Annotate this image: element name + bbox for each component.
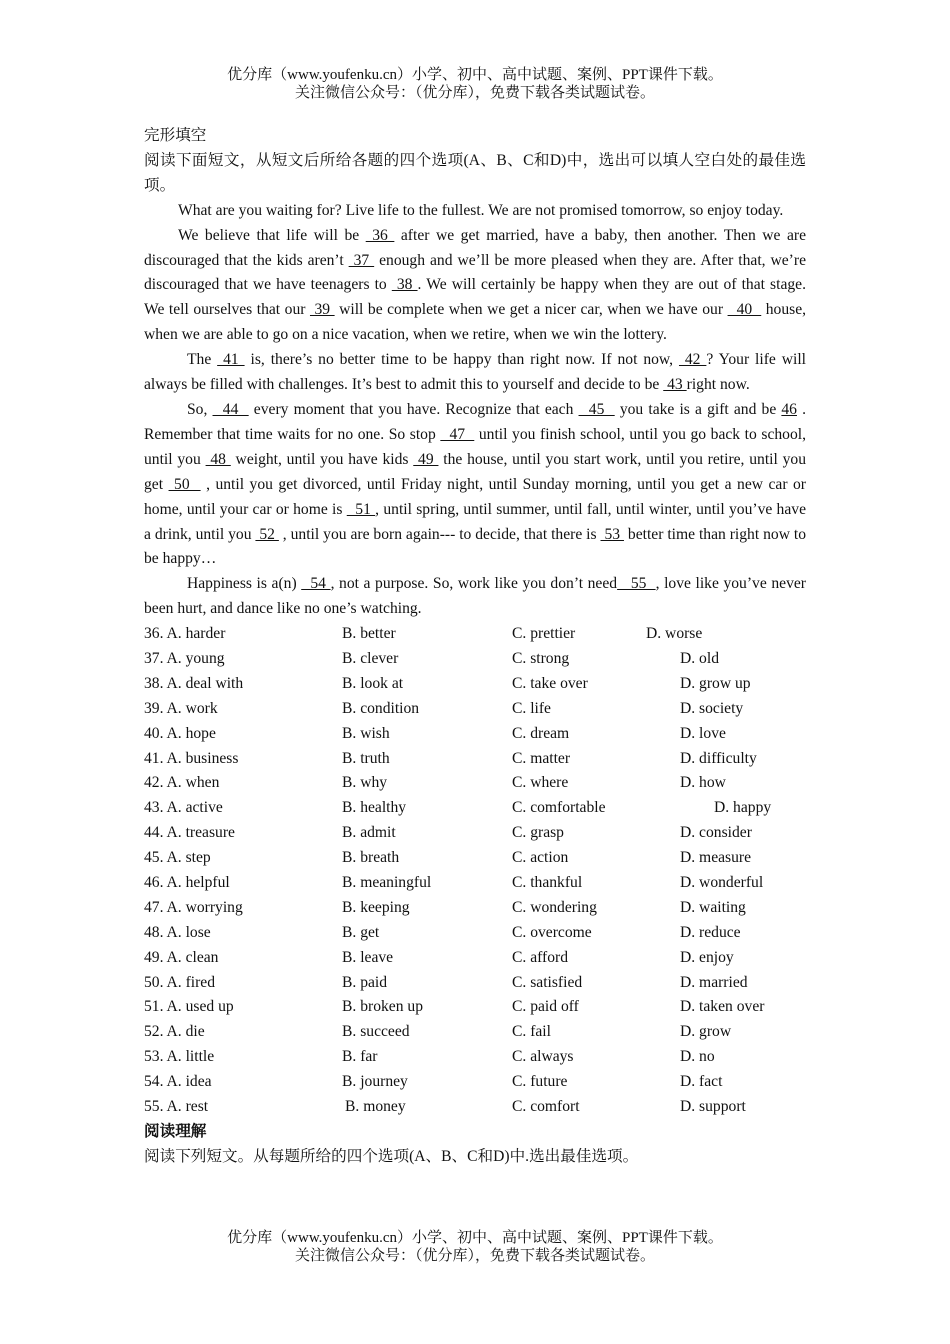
- option-a: 52. A. die: [144, 1023, 205, 1041]
- option-c: C. fail: [512, 1023, 551, 1041]
- blank-47: 47: [440, 425, 475, 443]
- option-c: C. overcome: [512, 923, 592, 941]
- option-d: D. support: [680, 1098, 746, 1116]
- option-c: C. strong: [512, 650, 570, 668]
- option-c: C. paid off: [512, 998, 579, 1016]
- option-c: C. wondering: [512, 898, 597, 916]
- option-b: B. truth: [342, 749, 390, 767]
- blank-39: 39: [309, 301, 335, 319]
- option-d: D. love: [680, 724, 726, 742]
- option-c: C. future: [512, 1073, 568, 1091]
- passage-paragraph-3: [144, 348, 806, 398]
- footer-line-1: 优分库（www.youfenku.cn）小学、初中、高中试题、案例、PPT课件下载。: [227, 1230, 723, 1246]
- blank-44: 44: [212, 400, 249, 418]
- blank-41: 41: [217, 351, 245, 369]
- option-b: B. leave: [342, 948, 394, 966]
- passage-paragraph-2: [144, 224, 806, 349]
- option-c: C. satisfied: [512, 973, 583, 991]
- option-c: C. prettier: [512, 625, 576, 643]
- option-a: 41. A. business: [144, 749, 239, 767]
- blank-45: 45: [578, 400, 615, 418]
- blank-46: 46: [781, 400, 797, 418]
- text-run: better time than right now to be happy…: [144, 525, 807, 568]
- page-header: [0, 66, 950, 102]
- option-row-36: [144, 622, 806, 647]
- option-a: 50. A. fired: [144, 973, 216, 991]
- option-row-50: [144, 971, 806, 996]
- text-run: enough and we’ll be more pleased when they are. After that, we’re discouraged that we have teenagers to: [144, 251, 806, 294]
- blank-48: 48: [205, 450, 231, 468]
- option-row-38: [144, 672, 806, 697]
- option-a: 45. A. step: [144, 849, 211, 867]
- text-run: , until you get divorced, until Friday night, until Sunday morning, until you get a new car or home, until your car or home is: [144, 475, 807, 518]
- option-row-41: [144, 747, 806, 772]
- option-d: D. married: [680, 973, 748, 991]
- option-a: 40. A. hope: [144, 724, 216, 742]
- text-run: every moment that you have. Recognize that each: [248, 400, 579, 418]
- option-c: C. dream: [512, 724, 570, 742]
- option-d: D. waiting: [680, 898, 746, 916]
- option-b: B. paid: [342, 973, 388, 991]
- text-run: , not a purpose. So, work like you don’t need: [330, 575, 618, 593]
- option-a: 39. A. work: [144, 699, 218, 717]
- option-row-46: [144, 871, 806, 896]
- options-list: [144, 622, 806, 1120]
- option-d: D. reduce: [680, 923, 741, 941]
- option-a: 42. A. when: [144, 774, 220, 792]
- option-d: D. enjoy: [680, 948, 734, 966]
- text-run: So,: [187, 400, 213, 418]
- option-row-55: [144, 1095, 806, 1120]
- text-run: The: [187, 351, 218, 369]
- blank-53: 53: [600, 525, 624, 543]
- text-run: will be complete when we get a nicer car, when we have our: [334, 301, 728, 319]
- option-d: D. taken over: [680, 998, 765, 1016]
- option-a: 49. A. clean: [144, 948, 219, 966]
- text-run: weight, until you have kids: [230, 450, 414, 468]
- option-a: 46. A. helpful: [144, 874, 230, 892]
- option-row-43: [144, 796, 806, 821]
- option-c: C. thankful: [512, 874, 583, 892]
- option-row-40: [144, 722, 806, 747]
- option-d: D. consider: [680, 824, 752, 842]
- cloze-instruction: 阅读下面短文，从短文后所给各题的四个选项(A、B、C和D)中，选出可以填人空白处的最佳选项。: [144, 151, 806, 194]
- option-b: B. far: [342, 1048, 378, 1066]
- option-b: B. clever: [342, 650, 399, 668]
- option-d: D. no: [680, 1048, 715, 1066]
- option-c: C. action: [512, 849, 569, 867]
- option-c: C. always: [512, 1048, 574, 1066]
- option-c: C. where: [512, 774, 569, 792]
- option-a: 37. A. young: [144, 650, 225, 668]
- option-row-54: [144, 1070, 806, 1095]
- blank-37: 37: [348, 251, 375, 269]
- option-b: B. condition: [342, 699, 420, 717]
- option-b: B. healthy: [342, 799, 407, 817]
- text-run: the house, until you start work, until you retire, until you get: [144, 450, 807, 493]
- option-b: B. get: [342, 923, 380, 941]
- option-b: B. journey: [342, 1073, 408, 1091]
- option-a: 43. A. active: [144, 799, 223, 817]
- option-d: D. difficulty: [680, 749, 757, 767]
- blank-40: 40: [727, 301, 762, 319]
- blank-49: 49: [413, 450, 439, 468]
- option-c: C. grasp: [512, 824, 564, 842]
- text-run: house, when we are able to go on a nice vacation, when we retire, when we win the lottery.: [144, 301, 807, 344]
- option-b: B. admit: [342, 824, 396, 842]
- option-b: B. succeed: [342, 1023, 410, 1041]
- option-b: B. meaningful: [342, 874, 432, 892]
- option-a: 47. A. worrying: [144, 898, 243, 916]
- text-run: We believe that life will be: [178, 226, 366, 244]
- text-run: you take is a gift and be: [614, 400, 782, 418]
- option-c: C. matter: [512, 749, 571, 767]
- option-b: B. wish: [342, 724, 390, 742]
- option-row-53: [144, 1045, 806, 1070]
- page-footer: [0, 1229, 950, 1265]
- option-c: C. life: [512, 699, 551, 717]
- option-c: C. comfortable: [512, 799, 606, 817]
- passage-paragraph-5: [144, 572, 806, 622]
- header-line-1: 优分库（www.youfenku.cn）小学、初中、高中试题、案例、PPT课件下载。: [227, 67, 723, 83]
- passage-paragraph-1: What are you waiting for? Live life to the fullest. We are not promised tomorrow, so enjoy today.: [178, 201, 784, 219]
- option-d: D. fact: [680, 1073, 723, 1091]
- blank-55: 55: [617, 575, 656, 593]
- option-b: B. better: [342, 625, 396, 643]
- option-row-52: [144, 1020, 806, 1045]
- option-row-51: [144, 995, 806, 1020]
- passage-paragraph-4: [144, 398, 806, 572]
- blank-42: 42: [678, 351, 707, 369]
- blank-51: 51: [346, 500, 376, 518]
- text-run: , until you are born again--- to decide, that there is: [278, 525, 601, 543]
- option-d: D. wonderful: [680, 874, 764, 892]
- option-d: D. happy: [714, 799, 772, 817]
- option-c: C. comfort: [512, 1098, 580, 1116]
- option-c: C. take over: [512, 674, 588, 692]
- blank-54: 54: [301, 575, 331, 593]
- blank-36: 36: [365, 226, 395, 244]
- option-b: B. keeping: [342, 898, 410, 916]
- option-a: 44. A. treasure: [144, 824, 235, 842]
- text-run: , until spring, until summer, until fall, until winter, until you’ve have a drink, until you: [144, 500, 806, 543]
- blank-43: 43: [663, 376, 687, 394]
- option-row-39: [144, 697, 806, 722]
- option-d: D. society: [680, 699, 744, 717]
- option-a: 55. A. rest: [144, 1098, 209, 1116]
- option-row-45: [144, 846, 806, 871]
- option-a: 53. A. little: [144, 1048, 215, 1066]
- option-a: 36. A. harder: [144, 625, 226, 643]
- option-b: B. broken up: [342, 998, 423, 1016]
- option-d: D. old: [680, 650, 719, 668]
- option-a: 51. A. used up: [144, 998, 234, 1016]
- header-line-2: 关注微信公众号：（优分库），免费下载各类试题试卷。: [294, 85, 655, 101]
- text-run: ? Your life will always be filled with challenges. It’s best to admit this to yourself and decide to be: [144, 351, 806, 394]
- footer-line-2: 关注微信公众号：（优分库），免费下载各类试题试卷。: [294, 1248, 655, 1264]
- blank-50: 50: [168, 475, 201, 493]
- option-row-47: [144, 896, 806, 921]
- option-row-48: [144, 921, 806, 946]
- text-run: right now.: [686, 376, 750, 394]
- option-b: B. breath: [342, 849, 400, 867]
- option-a: 48. A. lose: [144, 923, 211, 941]
- option-b: B. money: [345, 1098, 406, 1116]
- option-d: D. how: [680, 774, 726, 792]
- option-row-37: [144, 647, 806, 672]
- reading-instruction: 阅读下列短文。从每题所给的四个选项(A、B、C和D)中.选出最佳选项。: [144, 1147, 639, 1165]
- option-d: D. measure: [680, 849, 752, 867]
- blank-38: 38: [391, 276, 418, 294]
- reading-section-title: 阅读理解: [144, 1122, 207, 1140]
- text-run: until you finish school, until you go back to school, until you: [144, 425, 806, 468]
- text-run: is, there’s no better time to be happy than right now. If not now,: [244, 351, 679, 369]
- option-row-42: [144, 771, 806, 796]
- text-run: . Remember that time waits for no one. So stop: [144, 400, 807, 443]
- option-row-44: [144, 821, 806, 846]
- option-row-49: [144, 946, 806, 971]
- text-run: . We will certainly be happy when they are out of that stage. We tell ourselves that our: [144, 276, 806, 319]
- blank-52: 52: [255, 525, 279, 543]
- option-b: B. why: [342, 774, 388, 792]
- document-body: [144, 124, 806, 1170]
- cloze-section-title: 完形填空: [144, 127, 207, 144]
- option-d: D. worse: [646, 625, 703, 643]
- text-run: , love like you’ve never been hurt, and dance like no one’s watching.: [144, 575, 806, 618]
- option-b: B. look at: [342, 674, 404, 692]
- option-c: C. afford: [512, 948, 569, 966]
- text-run: after we get married, have a baby, then another. Then we are discouraged that the kids aren’t: [144, 226, 807, 269]
- option-a: 38. A. deal with: [144, 674, 244, 692]
- text-run: Happiness is a(n): [187, 575, 302, 593]
- option-d: D. grow: [680, 1023, 732, 1041]
- option-d: D. grow up: [680, 674, 751, 692]
- option-a: 54. A. idea: [144, 1073, 212, 1091]
